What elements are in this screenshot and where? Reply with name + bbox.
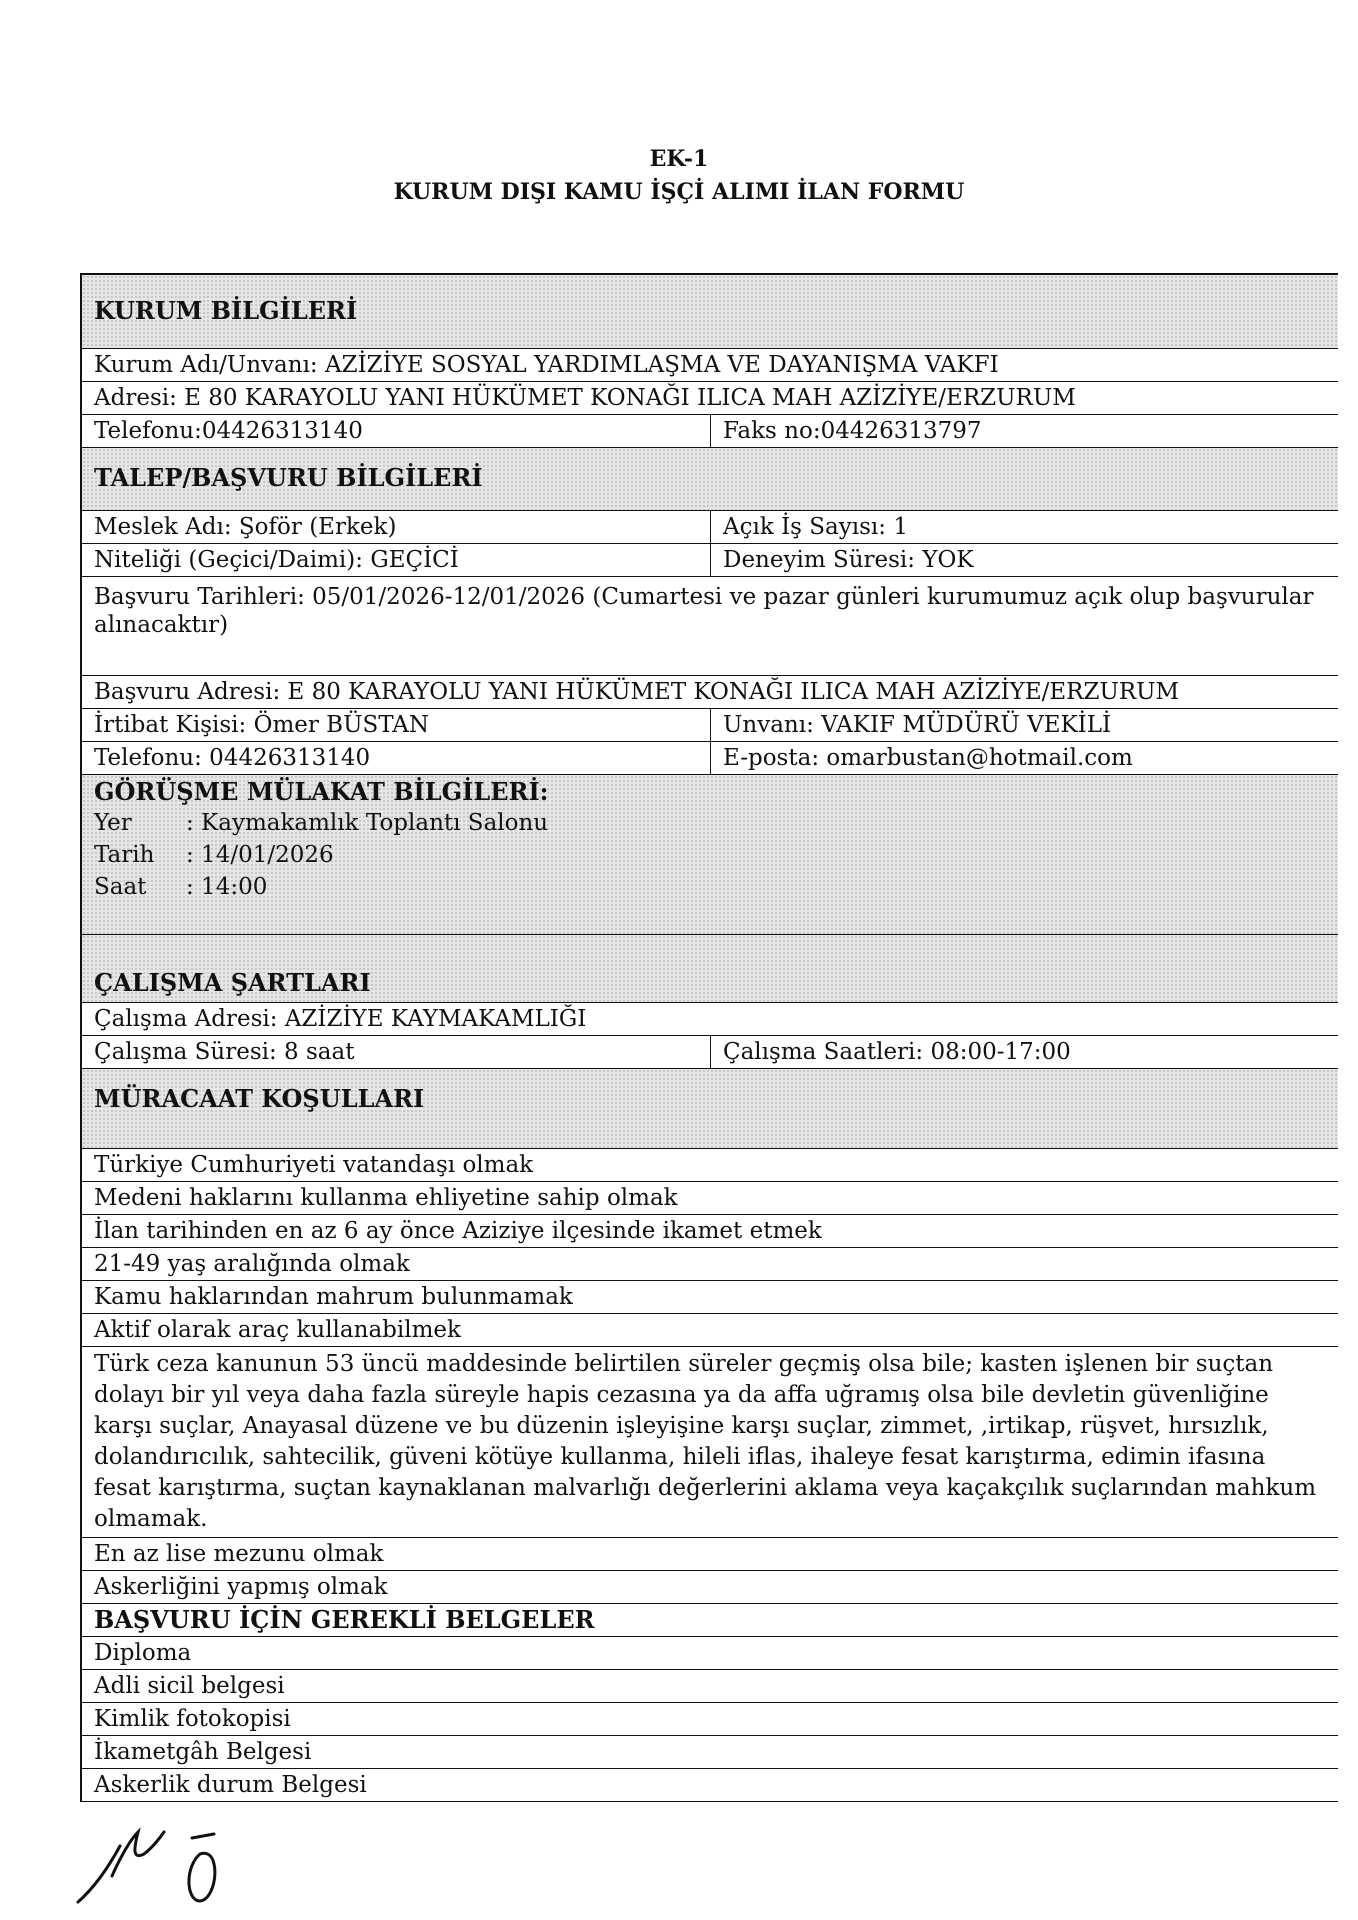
interview-place-value: : Kaymakamlık Toplantı Salonu: [186, 810, 549, 836]
interview-date: [94, 839, 1326, 871]
handwritten-signature: [74, 1818, 254, 1908]
contact-email[interactable]: E-posta: omarbustan@hotmail.com: [710, 742, 1338, 774]
talep-heading: TALEP/BAŞVURU BİLGİLERİ: [82, 448, 1338, 510]
condition-row: [82, 1149, 1338, 1182]
experience: Deneyim Süresi: YOK: [710, 544, 1338, 576]
muracaat-section-row: [82, 1069, 1338, 1149]
condition-row: [82, 1314, 1338, 1347]
condition-item: İlan tarihinden en az 6 ay önce Aziziye ilçesinde ikamet etmek: [94, 1218, 822, 1244]
contact-phone: Telefonu: 04426313140: [94, 745, 371, 771]
document-item: Adli sicil belgesi: [94, 1673, 285, 1699]
talep-contact-details-row: [82, 742, 1338, 775]
condition-row: [82, 1248, 1338, 1281]
document-item: Askerlik durum Belgesi: [94, 1772, 367, 1798]
talep-contact-row: [82, 709, 1338, 742]
interview-place-label: Yer: [94, 810, 132, 836]
kurum-contact-row: [82, 415, 1338, 448]
condition-item: Kamu haklarından mahrum bulunmamak: [94, 1284, 573, 1310]
condition-item: En az lise mezunu olmak: [94, 1541, 384, 1567]
talep-section-row: [82, 448, 1338, 511]
kurum-fax: Faks no:04426313797: [710, 415, 1338, 447]
talep-dates-row: [82, 577, 1338, 676]
kurum-address: Adresi: E 80 KARAYOLU YANI HÜKÜMET KONAĞI ILICA MAH AZİZİYE/ERZURUM: [94, 385, 1076, 411]
talep-address-row: [82, 676, 1338, 709]
kurum-name-row: [82, 349, 1338, 382]
muracaat-heading: MÜRACAAT KOŞULLARI: [82, 1069, 1338, 1148]
gorusme-block: [82, 775, 1338, 934]
interview-time: [94, 871, 1326, 903]
work-address: Çalışma Adresi: AZİZİYE KAYMAKAMLIĞI: [94, 1006, 587, 1032]
interview-place: [94, 807, 1326, 839]
document-item: İkametgâh Belgesi: [94, 1739, 312, 1765]
condition-item: 21-49 yaş aralığında olmak: [94, 1251, 410, 1277]
nature: Niteliği (Geçici/Daimi): GEÇİCİ: [94, 547, 459, 573]
calisma-section-row: [82, 935, 1338, 1003]
application-address: Başvuru Adresi: E 80 KARAYOLU YANI HÜKÜMET KONAĞI ILICA MAH AZİZİYE/ERZURUM: [94, 679, 1180, 705]
interview-date-label: Tarih: [94, 842, 155, 868]
document-row: [82, 1670, 1338, 1703]
document-row: [82, 1736, 1338, 1769]
interview-time-label: Saat: [94, 874, 147, 900]
calisma-address-row: [82, 1003, 1338, 1036]
calisma-heading: ÇALIŞMA ŞARTLARI: [82, 935, 1338, 1002]
talep-nature-row: [82, 544, 1338, 577]
application-form: [80, 273, 1338, 1802]
gorusme-heading: GÖRÜŞME MÜLAKAT BİLGİLERİ:: [94, 777, 549, 806]
contact-title: Unvanı: VAKIF MÜDÜRÜ VEKİLİ: [710, 709, 1338, 741]
work-hours: Çalışma Saatleri: 08:00-17:00: [710, 1036, 1338, 1068]
condition-item: Medeni haklarını kullanma ehliyetine sahip olmak: [94, 1185, 678, 1211]
document-item: Diploma: [94, 1640, 192, 1666]
form-title: KURUM DIŞI KAMU İŞÇİ ALIMI İLAN FORMU: [393, 179, 965, 205]
document-item: Kimlik fotokopisi: [94, 1706, 291, 1732]
interview-date-value: : 14/01/2026: [186, 842, 334, 868]
contact-person: İrtibat Kişisi: Ömer BÜSTAN: [94, 712, 430, 738]
gorusme-section-row: [82, 775, 1338, 935]
document-row: [82, 1703, 1338, 1736]
condition-row: [82, 1281, 1338, 1314]
kurum-name: Kurum Adı/Unvanı: AZİZİYE SOSYAL YARDIMLAŞMA VE DAYANIŞMA VAKFI: [94, 352, 999, 378]
condition-row: [82, 1538, 1338, 1571]
kurum-section-row: [82, 275, 1338, 349]
document-row: [82, 1769, 1338, 1802]
belgeler-section-row: [82, 1604, 1338, 1637]
talep-profession-row: [82, 511, 1338, 544]
kurum-heading: KURUM BİLGİLERİ: [82, 275, 1338, 348]
condition-row: [82, 1571, 1338, 1604]
document-row: [82, 1637, 1338, 1670]
openings: Açık İş Sayısı: 1: [710, 511, 1338, 543]
kurum-phone: Telefonu:04426313140: [94, 418, 363, 444]
condition-item: Türkiye Cumhuriyeti vatandaşı olmak: [94, 1152, 534, 1178]
calisma-time-row: [82, 1036, 1338, 1069]
annex-label: EK-1: [649, 146, 709, 172]
condition-item-long: Türk ceza kanunun 53 üncü maddesinde belirtilen süreler geçmiş olsa bile; kasten işlenen bir suçtan dolayı bir yıl veya daha fazla süreyle hapis cezasına ya da affa uğramış olsa bile devletin güvenliğine karşı suçlar, Anayasal düzene ve bu düzenin işleyişine karşı suçlar, zimmet, ,irtikap, rüşvet, hırsızlık, dolandırıcılık, sahtecilik, güveni kötüye kullanma, hileli iflas, ihaleye fesat karıştırma, edimin ifasına fesat karıştırma, suçtan kaynaklanan malvarlığı değerlerini aklama veya kaçakçılık suçlarından mahkum olmamak.: [94, 1351, 1317, 1532]
condition-row: [82, 1215, 1338, 1248]
condition-item: Askerliğini yapmış olmak: [94, 1574, 388, 1600]
profession: Meslek Adı: Şoför (Erkek): [94, 514, 397, 540]
belgeler-heading: BAŞVURU İÇİN GEREKLİ BELGELER: [94, 1605, 595, 1634]
interview-time-value: : 14:00: [186, 874, 268, 900]
condition-row: [82, 1182, 1338, 1215]
condition-item: Aktif olarak araç kullanabilmek: [94, 1317, 461, 1343]
kurum-address-row: [82, 382, 1338, 415]
work-duration: Çalışma Süresi: 8 saat: [94, 1039, 355, 1065]
application-dates: Başvuru Tarihleri: 05/01/2026-12/01/2026 (Cumartesi ve pazar günleri kurumumuz açık olup başvurular alınacaktır): [94, 584, 1314, 638]
condition-row: [82, 1347, 1338, 1538]
